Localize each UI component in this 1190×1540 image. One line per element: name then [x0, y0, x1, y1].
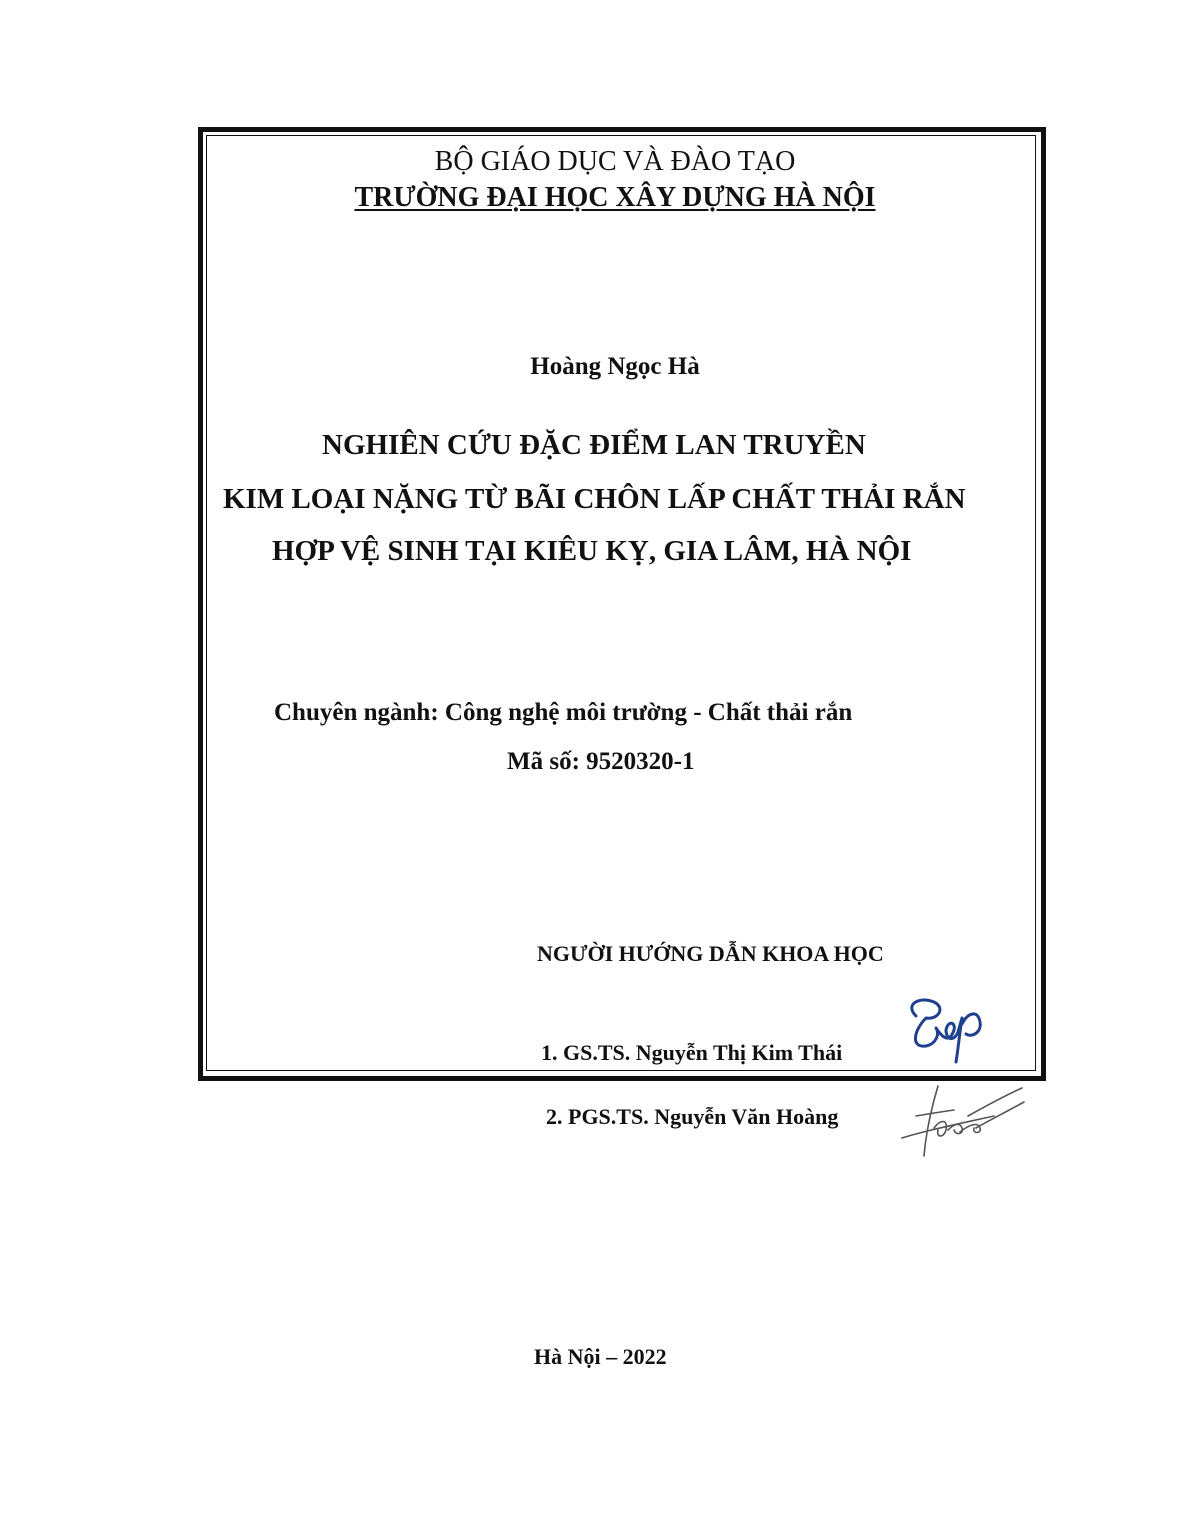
advisors-heading: NGƯỜI HƯỚNG DẪN KHOA HỌC	[537, 941, 884, 966]
university-name: TRƯỜNG ĐẠI HỌC XÂY DỰNG HÀ NỘI	[354, 182, 876, 213]
major-code: Mã số: 9520320-1	[507, 748, 695, 775]
signature-advisor-1	[896, 990, 988, 1070]
major-field: Chuyên ngành: Công nghệ môi trường - Chất thải rắn	[274, 699, 853, 726]
ministry-name: BỘ GIÁO DỤC VÀ ĐÀO TẠO	[434, 146, 796, 177]
thesis-title-line-3: HỢP VỆ SINH TẠI KIÊU KỴ, GIA LÂM, HÀ NỘI	[272, 535, 912, 567]
page-border-inner	[206, 135, 1036, 1071]
advisor-2: 2. PGS.TS. Nguyễn Văn Hoàng	[546, 1104, 839, 1129]
place-and-year: Hà Nội – 2022	[534, 1344, 667, 1369]
thesis-title-line-1: NGHIÊN CỨU ĐẶC ĐIỂM LAN TRUYỀN	[322, 429, 866, 461]
advisor-1: 1. GS.TS. Nguyễn Thị Kim Thái	[541, 1040, 843, 1065]
thesis-title-line-2: KIM LOẠI NẶNG TỪ BÃI CHÔN LẤP CHẤT THẢI RẮN	[223, 483, 966, 515]
signature-advisor-2	[898, 1076, 1028, 1160]
author-name: Hoàng Ngọc Hà	[530, 353, 700, 380]
